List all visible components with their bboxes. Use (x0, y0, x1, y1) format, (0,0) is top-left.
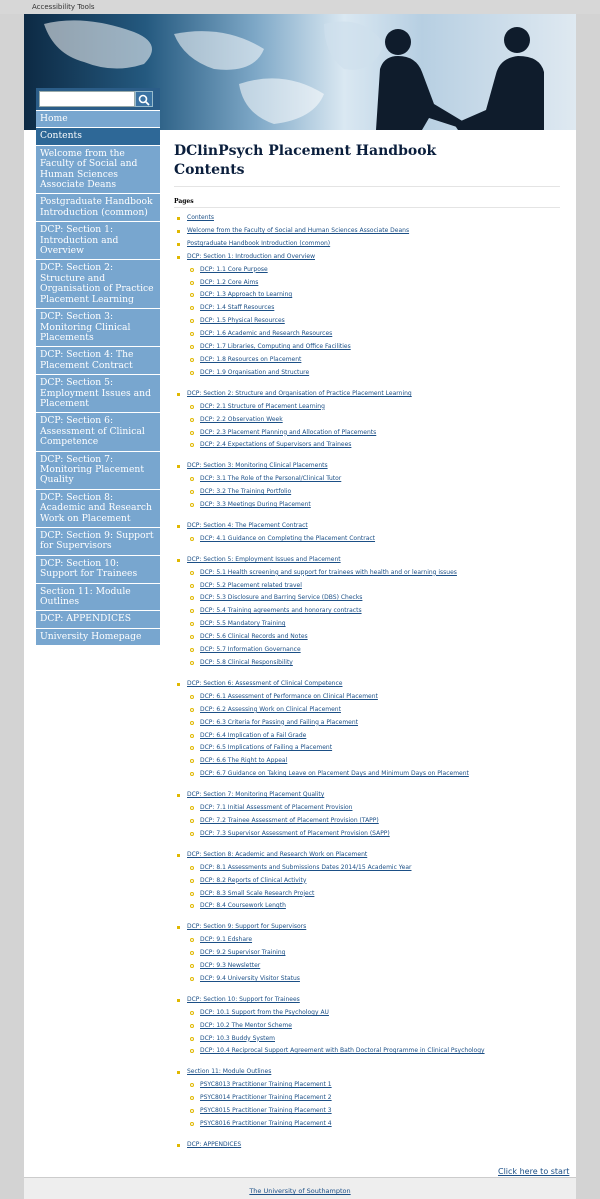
toc-sublink[interactable]: DCP: 8.1 Assessments and Submissions Dates 2014/15 Academic Year (200, 863, 412, 871)
toc-sublink[interactable]: DCP: 9.3 Newsletter (200, 962, 261, 970)
toc-sublink[interactable]: DCP: 9.2 Supervisor Training (200, 949, 286, 957)
toc-subitem (187, 644, 560, 657)
toc-sublink[interactable]: PSYC8013 Practitioner Training Placement 1 (200, 1081, 332, 1089)
toc-sublink[interactable]: DCP: 8.3 Small Scale Research Project (200, 889, 315, 897)
toc-sublist (187, 1007, 560, 1059)
toc-subitem (187, 1045, 560, 1058)
toc-sublink[interactable]: DCP: 7.2 Trainee Assessment of Placement Provision (TAPP) (200, 816, 379, 824)
toc-subitem (187, 1092, 560, 1105)
sidebar-item[interactable]: Contents (36, 127, 160, 144)
toc-link[interactable]: DCP: Section 10: Support for Trainees (187, 995, 300, 1003)
toc-subitem (187, 755, 560, 768)
toc-sublink[interactable]: DCP: 6.7 Guidance on Taking Leave on Placement Days and Minimum Days on Placement (200, 770, 469, 778)
toc-subitem (187, 414, 560, 427)
toc-sublink[interactable]: DCP: 3.3 Meetings During Placement (200, 501, 311, 509)
toc-sublink[interactable]: DCP: 10.4 Reciprocal Support Agreement with Bath Doctoral Programme in Clinical Psychology (200, 1047, 485, 1055)
toc-subitem (187, 367, 560, 380)
toc-sublink[interactable]: PSYC8016 Practitioner Training Placement 4 (200, 1120, 332, 1127)
toc-sublink[interactable]: DCP: 10.3 Buddy System (200, 1034, 275, 1042)
toc-sublink[interactable]: DCP: 2.1 Structure of Placement Learning (200, 402, 325, 410)
toc-subitem (187, 631, 560, 644)
toc-sublist (187, 691, 560, 781)
toc-subitem (187, 1033, 560, 1046)
sidebar-item[interactable]: DCP: Section 7: Monitoring Placement Quality (36, 451, 160, 489)
toc-subitem (187, 592, 560, 605)
toc-link[interactable]: DCP: Section 9: Support for Supervisors (187, 923, 307, 931)
toc-link[interactable]: DCP: Section 6: Assessment of Clinical Competence (187, 679, 343, 687)
toc-item (174, 554, 560, 670)
toc-subitem (187, 947, 560, 960)
sidebar-item[interactable]: DCP: Section 8: Academic and Research Work on Placement (36, 489, 160, 527)
search-icon (136, 93, 152, 107)
university-footer-link[interactable]: The University of Southampton (249, 1187, 351, 1195)
toc-subitem (187, 618, 560, 631)
toc-sublink[interactable]: DCP: 3.1 The Role of the Personal/Clinical Tutor (200, 475, 342, 483)
toc-sublink[interactable]: DCP: 6.6 The Right to Appeal (200, 757, 288, 765)
toc-sublink[interactable]: DCP: 1.7 Libraries, Computing and Office Facilities (200, 343, 351, 351)
toc-sublist (187, 934, 560, 986)
toc-subitem (187, 815, 560, 828)
toc-subitem (187, 277, 560, 290)
toc-subitem (187, 875, 560, 888)
toc-subitem (187, 973, 560, 986)
toc-sublink[interactable]: DCP: 6.4 Implication of a Fail Grade (200, 731, 307, 739)
toc-sublink[interactable]: DCP: 1.1 Core Purpose (200, 265, 268, 273)
toc-subitem (187, 934, 560, 947)
toc-sublist (187, 567, 560, 670)
toc-sublink[interactable]: DCP: 1.6 Academic and Research Resources (200, 330, 333, 338)
toc-item (174, 520, 560, 546)
toc-link[interactable]: DCP: Section 4: The Placement Contract (187, 521, 308, 529)
toc-subitem (187, 533, 560, 546)
toc-item (174, 238, 560, 251)
toc-sublink[interactable]: DCP: 1.4 Staff Resources (200, 304, 275, 312)
sidebar-item[interactable]: DCP: Section 4: The Placement Contract (36, 346, 160, 374)
toc-subitem (187, 341, 560, 354)
toc-link[interactable]: Section 11: Module Outlines (187, 1068, 272, 1076)
sidebar-item[interactable]: University Homepage (36, 628, 160, 645)
toc-sublist (187, 401, 560, 453)
footer (24, 1177, 576, 1199)
toc-sublink[interactable]: DCP: 1.2 Core Aims (200, 278, 259, 286)
toc-subitem (187, 264, 560, 277)
toc-sublist (187, 1079, 560, 1131)
toc-sublink[interactable]: DCP: 4.1 Guidance on Completing the Placement Contract (200, 534, 376, 542)
toc-sublink[interactable]: DCP: 1.5 Physical Resources (200, 317, 285, 325)
sidebar-item[interactable]: Section 11: Module Outlines (36, 583, 160, 611)
toc-link[interactable]: Contents (187, 214, 214, 221)
sidebar-item[interactable]: Postgraduate Handbook Introduction (common) (36, 193, 160, 221)
toc-subitem (187, 1020, 560, 1033)
sidebar-item[interactable]: DCP: Section 10: Support for Trainees (36, 555, 160, 583)
toc-subitem (187, 802, 560, 815)
sidebar (36, 88, 160, 645)
toc-sublink[interactable]: DCP: 5.2 Placement related travel (200, 581, 302, 589)
toc-subitem (187, 900, 560, 913)
toc-item (174, 678, 560, 781)
toc-item (174, 921, 560, 986)
page-container (24, 14, 576, 1199)
toc-item (174, 460, 560, 512)
toc-item (174, 225, 560, 238)
toc-subitem (187, 742, 560, 755)
main-content (174, 142, 560, 1152)
page-title-line2: Contents (174, 162, 245, 178)
toc-link[interactable]: DCP: APPENDICES (187, 1140, 242, 1148)
click-here-to-start-link[interactable]: Click here to start (498, 1167, 570, 1176)
toc-sublink[interactable]: DCP: 1.8 Resources on Placement (200, 355, 302, 363)
toc-sublist (187, 533, 560, 546)
sidebar-item[interactable]: DCP: Section 9: Support for Supervisors (36, 527, 160, 555)
toc-sublink[interactable]: DCP: 9.1 Edshare (200, 936, 253, 944)
toc-sublink[interactable]: DCP: 7.3 Supervisor Assessment of Placement Provision (SAPP) (200, 829, 390, 837)
toc-subitem (187, 427, 560, 440)
toc-item (174, 1066, 560, 1131)
toc-link[interactable]: DCP: Section 8: Academic and Research Work on Placement (187, 850, 368, 858)
toc-link[interactable]: DCP: Section 3: Monitoring Clinical Placements (187, 462, 328, 470)
toc-subitem (187, 580, 560, 593)
toc-subitem (187, 691, 560, 704)
toc-sublink[interactable]: DCP: 5.3 Disclosure and Barring Service (DBS) Checks (200, 594, 363, 602)
toc-sublink[interactable]: DCP: 8.4 Coursework Length (200, 902, 286, 910)
accessibility-tools-link[interactable]: Accessibility Tools (32, 3, 95, 11)
toc-subitem (187, 401, 560, 414)
search-input[interactable] (39, 91, 135, 107)
toc-sublink[interactable]: DCP: 3.2 The Training Portfolio (200, 488, 292, 496)
sidebar-item[interactable]: DCP: APPENDICES (36, 610, 160, 627)
toc-sublink[interactable]: DCP: 6.5 Implications of Failing a Placement (200, 744, 333, 752)
toc-sublink[interactable]: DCP: 5.4 Training agreements and honorary contracts (200, 607, 362, 615)
contents-list (174, 212, 560, 1152)
toc-item (174, 789, 560, 841)
title-divider (174, 186, 560, 187)
toc-sublink[interactable]: DCP: 6.3 Criteria for Passing and Failing a Placement (200, 718, 359, 726)
sidebar-item[interactable]: DCP: Section 6: Assessment of Clinical Competence (36, 412, 160, 450)
page-title (174, 142, 560, 180)
toc-sublink[interactable]: DCP: 5.5 Mandatory Training (200, 620, 286, 628)
toc-item (174, 1139, 560, 1152)
toc-subitem (187, 354, 560, 367)
sidebar-nav (36, 110, 160, 645)
toc-subitem (187, 730, 560, 743)
toc-sublink[interactable]: PSYC8014 Practitioner Training Placement 2 (200, 1094, 332, 1102)
toc-subitem (187, 289, 560, 302)
toc-subitem (187, 768, 560, 781)
sidebar-item[interactable]: DCP: Section 3: Monitoring Clinical Placements (36, 308, 160, 346)
toc-sublink[interactable]: DCP: 1.9 Organisation and Structure (200, 368, 310, 376)
toc-subitem (187, 1079, 560, 1092)
toc-item (174, 388, 560, 453)
sidebar-item[interactable]: DCP: Section 2: Structure and Organisation of Practice Placement Learning (36, 259, 160, 308)
toc-link[interactable]: DCP: Section 5: Employment Issues and Placement (187, 555, 341, 563)
toc-link[interactable]: DCP: Section 1: Introduction and Overview (187, 252, 315, 260)
toc-sublist (187, 802, 560, 841)
toc-subitem (187, 567, 560, 580)
toc-subitem (187, 862, 560, 875)
toc-item (174, 994, 560, 1059)
sidebar-item[interactable]: DCP: Section 1: Introduction and Overview (36, 221, 160, 259)
toc-sublist (187, 264, 560, 380)
search-button[interactable] (135, 91, 153, 107)
toc-item (174, 849, 560, 914)
toc-subitem (187, 328, 560, 341)
pages-divider (174, 207, 560, 208)
toc-subitem (187, 717, 560, 730)
toc-sublink[interactable]: DCP: 2.3 Placement Planning and Allocation of Placements (200, 428, 377, 436)
toc-subitem (187, 888, 560, 901)
sidebar-item[interactable]: DCP: Section 5: Employment Issues and Placement (36, 374, 160, 412)
toc-subitem (187, 960, 560, 973)
toc-sublink[interactable]: DCP: 1.3 Approach to Learning (200, 291, 293, 299)
toc-link[interactable]: Welcome from the Faculty of Social and Human Sciences Associate Deans (187, 226, 410, 234)
toc-link[interactable]: DCP: Section 2: Structure and Organisation of Practice Placement Learning (187, 389, 412, 397)
toc-link[interactable]: DCP: Section 7: Monitoring Placement Quality (187, 791, 325, 799)
sidebar-item[interactable]: Home (36, 110, 160, 127)
toc-subitem (187, 499, 560, 512)
toc-sublink[interactable]: DCP: 5.8 Clinical Responsibility (200, 659, 293, 666)
toc-sublist (187, 862, 560, 914)
toc-subitem (187, 439, 560, 452)
toc-sublink[interactable]: DCP: 10.2 The Mentor Scheme (200, 1021, 292, 1029)
page-title-line1: DClinPsych Placement Handbook (174, 143, 437, 159)
toc-subitem (187, 1118, 560, 1131)
toc-sublink[interactable]: DCP: 8.2 Reports of Clinical Activity (200, 876, 307, 884)
toc-sublink[interactable]: DCP: 2.4 Expectations of Supervisors and Trainees (200, 441, 352, 449)
accessibility-bar (0, 0, 600, 14)
toc-sublink[interactable]: DCP: 5.7 Information Governance (200, 646, 301, 654)
toc-item (174, 212, 560, 225)
toc-item (174, 251, 560, 380)
pages-heading: Pages (174, 198, 194, 205)
toc-subitem (187, 473, 560, 486)
toc-subitem (187, 302, 560, 315)
toc-subitem (187, 704, 560, 717)
toc-sublist (187, 473, 560, 512)
toc-subitem (187, 486, 560, 499)
toc-subitem (187, 1007, 560, 1020)
toc-sublink[interactable]: DCP: 9.4 University Visitor Status (200, 974, 300, 982)
toc-sublink[interactable]: DCP: 5.1 Health screening and support for trainees with health and or learning issues (200, 568, 457, 576)
toc-sublink[interactable]: DCP: 2.2 Observation Week (200, 415, 283, 423)
toc-subitem (187, 605, 560, 618)
toc-sublink[interactable]: PSYC8015 Practitioner Training Placement 3 (200, 1107, 332, 1115)
toc-sublink[interactable]: DCP: 7.1 Initial Assessment of Placement Provision (200, 804, 353, 812)
toc-sublink[interactable]: DCP: 10.1 Support from the Psychology AU (200, 1008, 329, 1016)
toc-sublink[interactable]: DCP: 6.2 Assessing Work on Clinical Placement (200, 705, 341, 713)
toc-subitem (187, 315, 560, 328)
toc-sublink[interactable]: DCP: 5.6 Clinical Records and Notes (200, 633, 308, 641)
search-bar (36, 88, 160, 110)
toc-subitem (187, 657, 560, 670)
toc-subitem (187, 1105, 560, 1118)
toc-subitem (187, 828, 560, 841)
toc-sublink[interactable]: DCP: 6.1 Assessment of Performance on Clinical Placement (200, 692, 378, 700)
toc-link[interactable]: Postgraduate Handbook Introduction (common) (187, 239, 331, 247)
sidebar-item[interactable]: Welcome from the Faculty of Social and Human Sciences Associate Deans (36, 145, 160, 194)
